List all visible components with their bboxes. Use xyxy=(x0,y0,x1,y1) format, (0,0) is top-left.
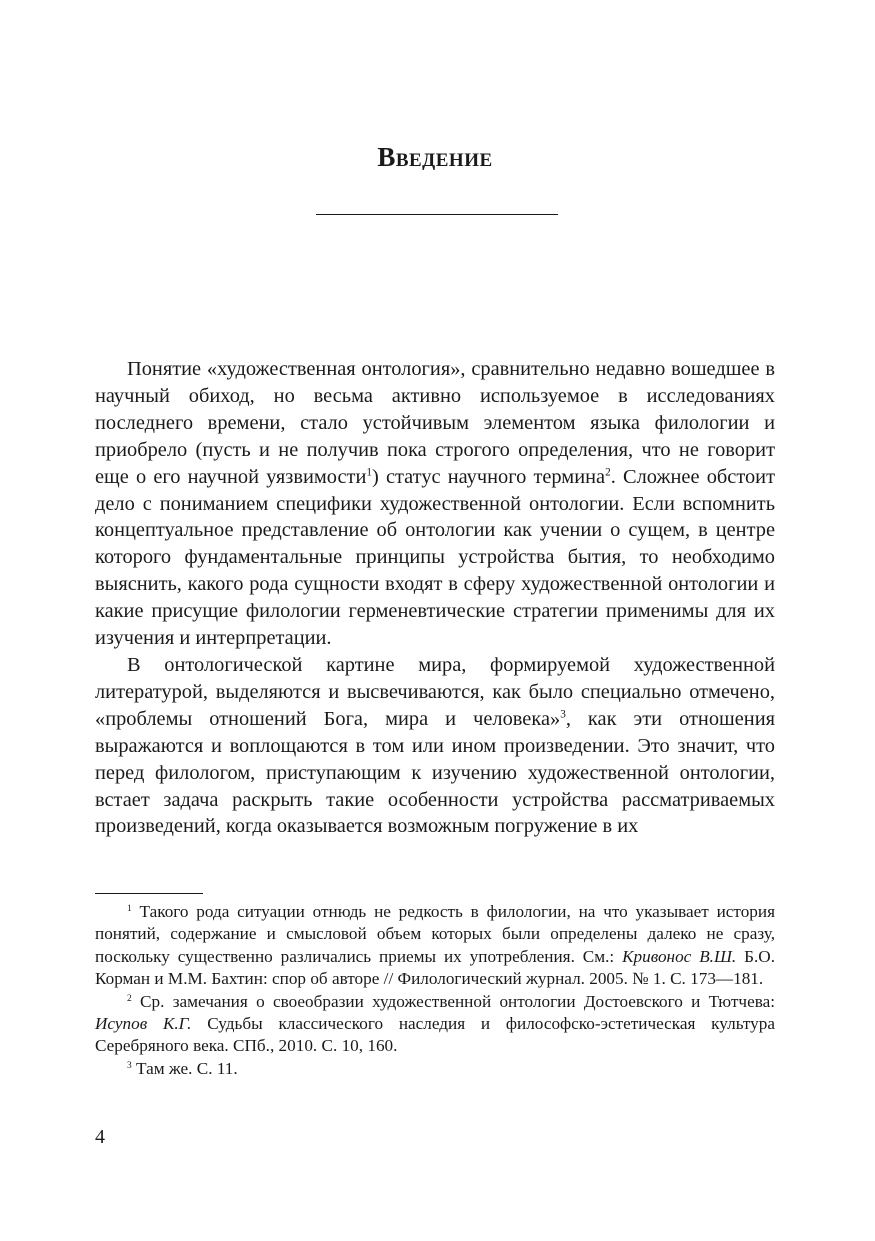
footnote-number: 2 xyxy=(127,993,132,1004)
footnote-text: Там же. С. 11. xyxy=(136,1058,238,1078)
footnote-1 xyxy=(95,901,775,991)
footnote-separator xyxy=(95,893,203,894)
paragraph-1 xyxy=(95,356,775,652)
footnote-2 xyxy=(95,991,775,1058)
footnote-ref-1[interactable]: 1 xyxy=(366,466,372,479)
paragraph-2 xyxy=(95,652,775,840)
footnote-3 xyxy=(95,1058,775,1080)
footnote-text: Ср. замечания о своеобразии художественной онтологии Достоевского и Тютчева: xyxy=(140,991,776,1011)
title-underline xyxy=(316,214,558,215)
footnote-author: Кривонос В.Ш. xyxy=(622,946,737,966)
footnote-text: Б.О. Корман и М.М. Бахтин: спор об авторе // Филологический журнал. 2005. № 1. С. 173—181. xyxy=(95,946,775,989)
chapter-title: Введение xyxy=(377,142,493,172)
main-text xyxy=(95,356,775,840)
footnote-author: Исупов К.Г. xyxy=(95,1014,192,1034)
footnotes xyxy=(95,901,775,1080)
footnote-number: 1 xyxy=(127,903,132,914)
book-page xyxy=(95,0,775,1241)
footnote-text: Судьбы классического наследия и философско-эстетическая культура Серебряного века. СПб., 2010. С. 10, 160. xyxy=(95,1014,775,1056)
text-run: Понятие «художественная онтология», сравнительно недавно вошедшее в научный обиход, но весьма активно используемое в исследованиях последнего времени, стало устойчивым элементом языка филологии и приобрело (пусть и не получив пока строгого определения, что не говорит еще о его научной уязвимости xyxy=(95,358,775,488)
footnote-ref-2[interactable]: 2 xyxy=(605,466,611,479)
text-run: В онтологической картине мира, формируемой художественной литературой, выделяются и высвечиваются, как было специально отмечено, «проблемы отношений Бога, мира и человека» xyxy=(95,653,775,730)
text-run: ) статус научного термина xyxy=(371,465,606,488)
footnote-ref-3[interactable]: 3 xyxy=(560,708,566,721)
text-run: . Сложнее обстоит дело с пониманием специфики художественной онтологии. Если вспомнить концептуальное представление об онтологии как учении о сущем, в центре которого фундаментальные принципы устройства бытия, то необходимо выяснить, какого рода сущности входят в сферу художественной онтологии и какие присущие филологии герменевтические стратегии применимы для их изучения и интерпретации. xyxy=(95,465,775,650)
text-run: , как эти отношения выражаются и воплощаются в том или ином произведении. Это значит, что перед филологом, приступающим к изучению художественной онтологии, встает задача раскрыть такие особенности устройства рассматриваемых произведений, когда оказывается возможным погружение в их xyxy=(95,707,775,838)
footnote-text: Такого рода ситуации отнюдь не редкость в филологии, на что указывает история понятий, содержание и смысловой объем которых были определены далеко не сразу, поскольку существенно различались приемы их употребления. См.: xyxy=(95,902,775,966)
page-number: 4 xyxy=(95,1126,105,1148)
footnote-number: 3 xyxy=(127,1060,132,1071)
